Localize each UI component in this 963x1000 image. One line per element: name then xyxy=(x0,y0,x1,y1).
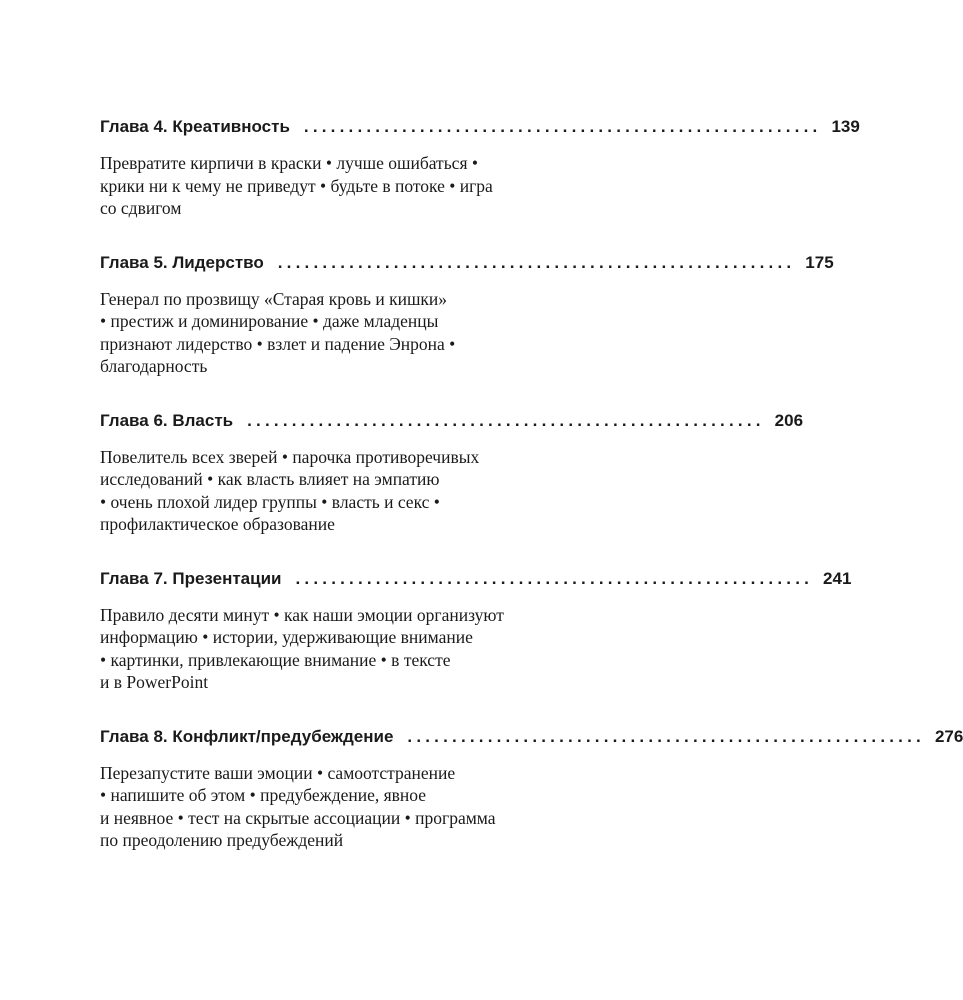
description-line: исследований • как власть влияет на эмпатию xyxy=(100,469,440,489)
toc-entry-chapter-4 xyxy=(100,114,860,220)
toc-entry-heading xyxy=(100,408,804,434)
page-number: 175 xyxy=(805,252,834,272)
dot-leader: .......................................................... xyxy=(303,117,822,136)
toc-entry-heading xyxy=(100,250,834,276)
chapter-title: Глава 6. Власть xyxy=(100,410,234,430)
page-number: 206 xyxy=(774,410,804,430)
description-line: Превратите кирпичи в краски • лучше ошибаться • xyxy=(100,153,479,173)
page-number: 139 xyxy=(831,117,860,136)
description-line: и неявное • тест на скрытые ассоциации • программа xyxy=(100,807,496,828)
description-line: • напишите об этом • предубеждение, явное xyxy=(100,785,427,805)
dot-leader: .......................................................... xyxy=(247,410,765,430)
chapter-description xyxy=(100,288,592,378)
toc-entry-chapter-5 xyxy=(100,250,834,378)
description-line: Повелитель всех зверей • парочка противоречивых xyxy=(100,446,480,467)
chapter-title: Глава 5. Лидерство xyxy=(100,252,264,272)
toc-entry-chapter-8 xyxy=(100,724,963,852)
description-line: • престиж и доминирование • даже младенцы xyxy=(100,311,439,331)
description-line: профилактическое образование xyxy=(100,514,335,534)
chapter-description xyxy=(100,762,592,852)
description-line: Генерал по прозвищу «Старая кровь и кишки» xyxy=(100,288,448,309)
description-line: Правило десяти минут • как наши эмоции организуют xyxy=(100,604,504,625)
toc-entry-heading xyxy=(100,566,852,592)
description-line: информацию • истории, удерживающие внимание xyxy=(100,627,473,647)
description-line: крики ни к чему не приведут • будьте в потоке • игра xyxy=(100,175,493,196)
chapter-description xyxy=(100,446,592,536)
toc-entry-heading xyxy=(100,114,860,140)
chapter-title: Глава 8. Конфликт/предубеждение xyxy=(100,726,394,746)
description-line: благодарность xyxy=(100,356,208,376)
description-line: по преодолению предубеждений xyxy=(100,830,344,850)
dot-leader: .......................................................... xyxy=(277,252,796,272)
dot-leader: .......................................................... xyxy=(295,568,814,588)
chapter-description xyxy=(100,152,592,220)
description-line: со сдвигом xyxy=(100,198,182,218)
description-line: Перезапустите ваши эмоции • самоотстранение xyxy=(100,762,456,783)
toc-entry-chapter-7 xyxy=(100,566,852,694)
toc-entry-chapter-6 xyxy=(100,408,804,536)
page-number: 276 xyxy=(934,726,963,746)
chapter-description xyxy=(100,604,592,694)
description-line: • картинки, привлекающие внимание • в тексте xyxy=(100,649,451,670)
page-number: 241 xyxy=(823,568,852,588)
chapter-title: Глава 4. Креативность xyxy=(100,117,290,136)
dot-leader: .......................................................... xyxy=(407,726,925,746)
description-line: признают лидерство • взлет и падение Энрона • xyxy=(100,333,456,354)
description-line: и в PowerPoint xyxy=(100,672,209,692)
chapter-title: Глава 7. Презентации xyxy=(100,568,282,588)
table-of-contents xyxy=(100,114,963,882)
description-line: • очень плохой лидер группы • власть и секс • xyxy=(100,491,440,512)
toc-entry-heading xyxy=(100,724,963,750)
